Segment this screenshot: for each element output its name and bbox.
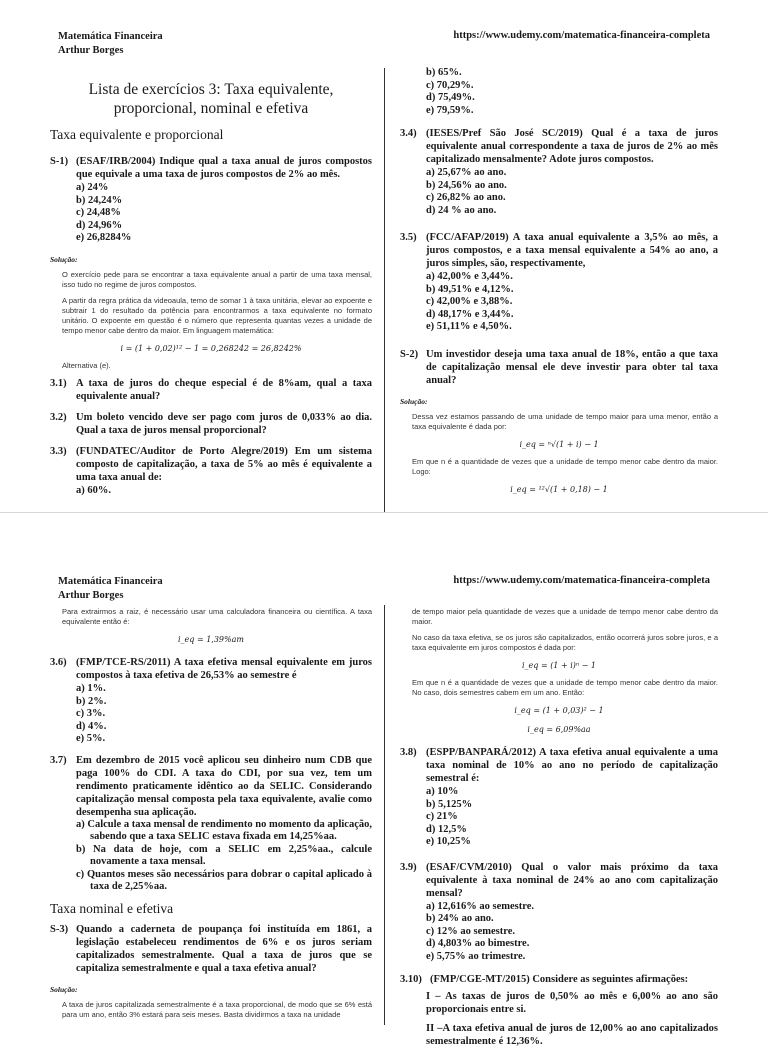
option: b) 24,56% ao ano. <box>426 179 507 191</box>
options-list <box>426 901 718 964</box>
exercise-number: S-2) <box>400 348 419 360</box>
exercise-text: (FUNDATEC/Auditor de Porto Alegre/2019) Em um sistema composto de capitalização, a taxa de 5% ao mês é equivalente a uma taxa anual de: <box>76 445 372 483</box>
option: d) 24,96% <box>76 219 123 231</box>
exercise-text: Um boleto vencido deve ser pago com juros de 0,033% ao dia. Qual a taxa de juros mensal proporcional? <box>76 411 372 436</box>
equation: i_eq = ¹²√(1 + 0,18) − 1 <box>510 484 608 494</box>
exercise-number: 3.1) <box>50 377 67 389</box>
option: d) 12,5% <box>426 823 467 835</box>
option: b) 24% ao ano. <box>426 913 494 924</box>
exercise-number: 3.10) <box>400 974 422 985</box>
subitems-list <box>76 819 372 894</box>
option: a) 42,00% e 3,44%. <box>426 271 513 282</box>
option: a) 24% <box>76 182 109 193</box>
solution-paragraph: Dessa vez estamos passando de uma unidade de tempo maior para uma menor, então a taxa equivalente é dada por: <box>412 411 718 431</box>
exercise-number: 3.4) <box>400 128 417 139</box>
solution-paragraph: Em que n é a quantidade de vezes que a unidade de tempo menor cabe dentro da maior. No caso, dois semestres cabem em um ano. Então: <box>412 678 718 697</box>
exercise-number: 3.2) <box>50 411 67 423</box>
exercise-text: Em dezembro de 2015 você aplicou seu dinheiro num CDB que paga 100% do CDI. A taxa do CDI, por sua vez, tem um rendimento praticamente idêntico ao da SELIC. Considerando capitalização mensal composta pela taxa equivalente, avalie como desempenha sua aplicação. <box>76 754 372 818</box>
course-url[interactable]: https://www.udemy.com/matematica-financeira-completa <box>453 30 710 41</box>
equation: i_eq = 1,39%am <box>178 635 244 644</box>
option: e) 5%. <box>76 733 106 744</box>
exercise-3-2 <box>50 411 372 437</box>
column-divider <box>384 605 385 1025</box>
solution-paragraph: No caso da taxa efetiva, se os juros são capitalizados, então ocorrerá juros sobre juros, e a taxa equivalente em juros compostos é dada por: <box>412 633 718 652</box>
exercise-s1 <box>50 155 372 245</box>
exercise-number: 3.5) <box>400 232 417 243</box>
option: d) 24 % ao ano. <box>426 204 497 216</box>
section-heading: Taxa nominal e efetiva <box>50 900 174 916</box>
options-list-continued <box>426 67 718 117</box>
option: c) 21% <box>426 811 458 822</box>
exercise-s2 <box>400 348 718 387</box>
subitem: b) Na data de hoje, com a SELIC em 2,25%aa., calcule novamente a taxa mensal. <box>76 843 372 867</box>
page-header-left <box>58 575 163 603</box>
exercise-3-9 <box>400 861 718 964</box>
exercise-number: S-3) <box>50 923 69 935</box>
exercise-text: (FMP/CGE-MT/2015) Considere as seguintes afirmações: <box>430 974 689 985</box>
subitem: a) Calcule a taxa mensal de rendimento no momento da aplicação, sabendo que a taxa SELIC estava fixada em 14,25%aa. <box>76 818 372 842</box>
right-column <box>400 66 718 502</box>
option: b) 49,51% e 4,12%. <box>426 283 514 295</box>
option: d) 4%. <box>76 720 107 732</box>
exercise-text: (FMP/TCE-RS/2011) A taxa efetiva mensal equivalente em juros compostos à taxa efetiva de 26,53% ao semestre é <box>76 657 372 681</box>
exercise-number: 3.8) <box>400 747 417 758</box>
solution-paragraph: Em que n é a quantidade de vezes que a unidade de tempo menor cabe dentro da maior. Logo: <box>412 456 718 476</box>
solution-label: Solução: <box>50 984 78 994</box>
option: b) 65%. <box>426 67 462 78</box>
option: a) 25,67% ao ano. <box>426 167 507 178</box>
option: b) 5,125% <box>426 798 473 810</box>
option: e) 26,8284% <box>76 232 132 243</box>
exercise-number: S-1) <box>50 156 69 167</box>
options-list <box>426 167 718 217</box>
exercise-text: Quando a caderneta de poupança foi instituída em 1861, a legislação estabeleceu rendimentos de 6% e os juros seriam capitalizados semestralmente. Qual a taxa de juros que se capitaliza semestralmente e qual a taxa efetiva anual? <box>76 923 372 974</box>
solution-label: Solução: <box>400 396 428 406</box>
exercise-3-10 <box>400 973 718 986</box>
equation: i_eq = 6,09%aa <box>527 725 591 734</box>
exercise-text: (IESES/Pref São José SC/2019) Qual é a taxa de juros equivalente anual correspondente a taxa de juros de 2% ao mês capitalizado mensalmente? Adote juros compostos. <box>426 128 718 165</box>
exercise-text: Um investidor deseja uma taxa anual de 18%, então a que taxa de capitalização mensal ele deve investir para obter tal taxa anual? <box>426 348 718 386</box>
option: c) 24,48% <box>76 207 121 218</box>
option: d) 75,49%. <box>426 92 475 103</box>
solution-answer: Alternativa (e). <box>62 360 111 370</box>
exercise-3-5 <box>400 231 718 334</box>
author-name: Arthur Borges <box>58 45 124 56</box>
option: d) 4,803% ao bimestre. <box>426 938 530 949</box>
equation: i = (1 + 0,02)¹² − 1 = 0,268242 = 26,8242% <box>120 343 302 353</box>
options-list <box>76 182 372 245</box>
section-heading: Taxa equivalente e proporcional <box>50 127 224 142</box>
option: b) 24,24% <box>76 194 123 206</box>
option: e) 5,75% ao trimestre. <box>426 950 526 962</box>
exercise-s3 <box>50 923 372 975</box>
option: c) 26,82% ao ano. <box>426 192 506 203</box>
exercise-text: A taxa de juros do cheque especial é de 8%am, qual a taxa equivalente anual? <box>76 377 372 402</box>
course-name: Matemática Financeira <box>58 31 163 42</box>
option: d) 48,17% e 3,44%. <box>426 308 514 320</box>
page-header-left <box>58 30 163 58</box>
exercise-text: (ESPP/BANPARÁ/2012) A taxa efetiva anual equivalente a uma taxa nominal de 10% ao ano no período de capitalização semestral é: <box>426 747 718 784</box>
exercise-3-3 <box>50 445 372 498</box>
equation: i_eq = ⁿ√(1 + i) − 1 <box>519 439 599 449</box>
exercise-text: (FCC/AFAP/2019) A taxa anual equivalente a 3,5% ao mês, a juros compostos, e a taxa mensal equivalente a 54% ao ano, a juros simples, são, respectivamente, <box>426 232 718 269</box>
option: e) 79,59%. <box>426 104 474 116</box>
exercise-number: 3.3) <box>50 445 67 457</box>
subitem: c) Quantos meses são necessários para dobrar o capital aplicado à taxa de 2,25%aa. <box>76 868 372 892</box>
options-list <box>76 683 372 746</box>
exercise-3-4 <box>400 127 718 217</box>
course-url[interactable]: https://www.udemy.com/matematica-financeira-completa <box>453 575 710 586</box>
option: a) 12,616% ao semestre. <box>426 900 534 912</box>
option: c) 42,00% e 3,88%. <box>426 296 513 307</box>
left-column <box>50 80 372 505</box>
option: a) 60%. <box>76 484 111 496</box>
exercise-3-8 <box>400 746 718 849</box>
options-list <box>426 271 718 334</box>
option: b) 2%. <box>76 695 107 707</box>
solution-paragraph: Para extrairmos a raiz, é necessário usar uma calculadora financeira ou científica. A taxa equivalente então é: <box>62 607 372 626</box>
exercise-number: 3.9) <box>400 861 417 873</box>
course-name: Matemática Financeira <box>58 576 163 587</box>
exercise-3-1 <box>50 377 372 403</box>
equation: i_eq = (1 + 0,03)² − 1 <box>514 706 604 715</box>
page-title: Lista de exercícios 3: Taxa equivalente, proporcional, nominal e efetiva <box>88 81 334 117</box>
exercise-3-6 <box>50 656 372 746</box>
options-list <box>76 485 372 498</box>
option: a) 1%. <box>76 683 106 694</box>
option: c) 70,29%. <box>426 79 474 91</box>
column-divider <box>384 68 385 512</box>
equation: i_eq = (1 + i)ⁿ − 1 <box>521 661 596 670</box>
statement-ii: II –A taxa efetiva anual de juros de 12,00% ao ano capitalizados semestralmente é 12,36%. <box>426 1023 718 1047</box>
solution-paragraph: O exercício pede para se encontrar a taxa equivalente anual a partir de uma taxa mensal, isso tudo no regime de juros compostos. <box>62 269 372 289</box>
statement-i: I – As taxas de juros de 0,50% ao mês e 6,00% ao ano são proporcionais entre si. <box>426 991 718 1015</box>
author-name: Arthur Borges <box>58 590 124 601</box>
option: e) 51,11% e 4,50%. <box>426 321 512 332</box>
exercise-number: 3.6) <box>50 657 67 668</box>
page2-left-column <box>50 607 372 1026</box>
document-page-1 <box>0 0 768 512</box>
exercise-text: (ESAF/IRB/2004) Indique qual a taxa anual de juros compostos que equivale a uma taxa de juros compostos de 2% ao mês. <box>76 156 372 180</box>
exercise-number: 3.7) <box>50 754 67 766</box>
option: c) 3%. <box>76 708 106 719</box>
solution-paragraph: de tempo maior pela quantidade de vezes que a unidade de tempo menor cabe dentro da maior. <box>412 607 718 626</box>
solution-paragraph: A partir da regra prática da videoaula, temo de somar 1 à taxa unitária, elevar ao expoente e subtrair 1 do resultado da potência para encontrarmos a taxa equivalente no formato unitário. O expoente em questão é o número que representa quantas vezes a unidade de tempo menor cabe dentro da maior. Em linguagem matemática: <box>62 295 372 335</box>
option: a) 10% <box>426 786 459 797</box>
option: e) 10,25% <box>426 836 471 847</box>
page2-right-column <box>400 607 718 1054</box>
options-list <box>426 786 718 849</box>
exercise-text: (ESAF/CVM/2010) Qual o valor mais próximo da taxa equivalente à taxa nominal de 24% ao ano com capitalização mensal? <box>426 861 718 899</box>
solution-paragraph: A taxa de juros capitalizada semestralmente é a taxa proporcional, de modo que se 6% está para um ano, então 3% estará para seis meses. Basta dividirmos a taxa na unidade <box>62 999 372 1019</box>
option: c) 12% ao semestre. <box>426 925 516 937</box>
solution-label: Solução: <box>50 254 78 264</box>
exercise-3-7 <box>50 754 372 894</box>
